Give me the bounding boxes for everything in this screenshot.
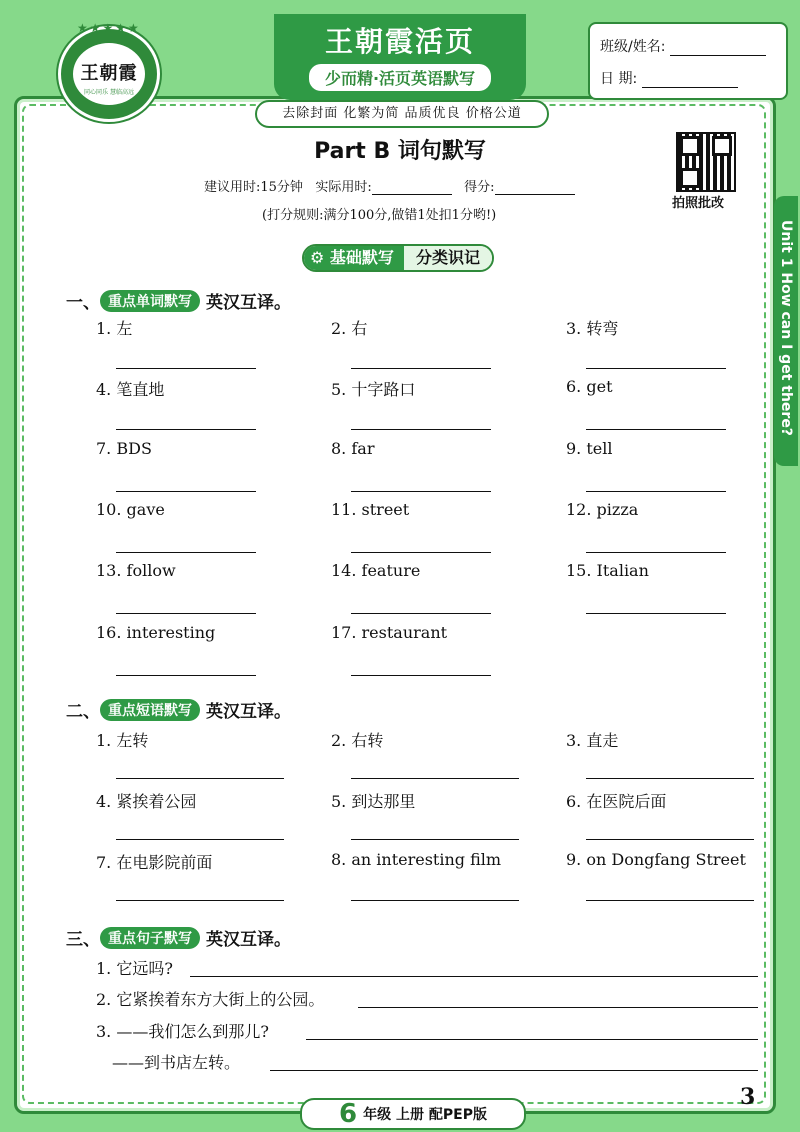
pill-category: 分类识记 xyxy=(404,246,492,270)
answer-blank[interactable] xyxy=(116,900,284,901)
answer-blank[interactable] xyxy=(116,613,256,614)
page-number: 3 xyxy=(740,1084,756,1110)
word-item: 10. gave xyxy=(96,499,165,519)
score-field[interactable] xyxy=(495,194,575,195)
answer-line[interactable] xyxy=(270,1070,758,1071)
score-label: 得分: xyxy=(464,180,495,195)
phrase-item: 1. 左转 xyxy=(96,731,149,750)
section-number: 一、 xyxy=(66,293,100,313)
word-item: 15. Italian xyxy=(566,561,649,581)
answer-blank[interactable] xyxy=(116,839,284,840)
section-number: 三、 xyxy=(66,930,100,950)
sentence-item: 1. 它远吗? xyxy=(96,959,173,978)
phrase-item: 6. 在医院后面 xyxy=(566,792,667,811)
date-field[interactable] xyxy=(642,87,738,88)
answer-blank[interactable] xyxy=(586,552,726,553)
answer-blank[interactable] xyxy=(586,491,726,492)
phrase-item: 4. 紧挨着公园 xyxy=(96,792,197,811)
answer-blank[interactable] xyxy=(351,613,491,614)
answer-blank[interactable] xyxy=(586,368,726,369)
grade-number: 6 xyxy=(339,1099,358,1129)
pill-basic: ⚙ 基础默写 xyxy=(304,246,404,270)
answer-blank[interactable] xyxy=(351,429,491,430)
word-item: 4. 笔直地 xyxy=(96,380,165,400)
answer-blank[interactable] xyxy=(351,491,491,492)
answer-blank[interactable] xyxy=(351,368,491,369)
timing-row xyxy=(204,176,575,195)
section-2-heading xyxy=(66,697,291,722)
phrase-item: 3. 直走 xyxy=(566,731,619,750)
answer-blank[interactable] xyxy=(586,778,754,779)
answer-blank[interactable] xyxy=(116,552,256,553)
answer-blank[interactable] xyxy=(116,368,256,369)
word-item: 1. 左 xyxy=(96,319,133,338)
phrase-item: 9. on Dongfang Street xyxy=(566,850,746,869)
word-item: 17. restaurant xyxy=(331,622,448,642)
answer-line[interactable] xyxy=(306,1039,758,1040)
section-tag: 重点短语默写 xyxy=(100,699,200,721)
brand-ribbon xyxy=(274,14,526,100)
brand-subtitle: 少而精·活页英语默写 xyxy=(309,64,491,91)
unit-title: Unit 1 How can I get there? xyxy=(778,220,794,436)
section-1-heading xyxy=(66,288,291,313)
word-item: 13. follow xyxy=(96,561,176,581)
answer-blank[interactable] xyxy=(351,552,491,553)
word-item: 8. far xyxy=(331,438,375,458)
brand-slogan: 去除封面 化繁为简 品质优良 价格公道 xyxy=(255,100,549,128)
answer-blank[interactable] xyxy=(351,778,519,779)
footer-badge xyxy=(300,1098,526,1130)
answer-blank[interactable] xyxy=(586,839,754,840)
answer-blank[interactable] xyxy=(116,778,284,779)
word-item: 12. pizza xyxy=(566,499,639,519)
logo-subtext: 同心同乐 慧临高远 xyxy=(84,89,134,96)
stars-decoration: ★★★★★ xyxy=(77,21,141,35)
phrase-item: 5. 到达那里 xyxy=(331,792,416,811)
word-item: 11. street xyxy=(331,499,410,519)
class-name-field[interactable] xyxy=(670,55,766,56)
section-3-heading xyxy=(66,925,291,950)
answer-blank[interactable] xyxy=(586,613,726,614)
answer-blank[interactable] xyxy=(351,675,491,676)
word-item: 5. 十字路口 xyxy=(331,380,416,400)
student-info-box xyxy=(588,22,788,100)
page-title: Part B 词句默写 xyxy=(314,139,486,164)
sentence-item: ——到书店左转。 xyxy=(112,1053,241,1072)
answer-blank[interactable] xyxy=(116,675,256,676)
actual-time-label: 实际用时: xyxy=(315,180,372,195)
word-item: 3. 转弯 xyxy=(566,319,619,338)
word-item: 7. BDS xyxy=(96,438,152,458)
word-item: 16. interesting xyxy=(96,622,216,642)
answer-blank[interactable] xyxy=(586,900,754,901)
answer-blank[interactable] xyxy=(586,429,726,430)
word-item: 6. get xyxy=(566,377,613,397)
section-instruction: 英汉互译。 xyxy=(206,930,291,950)
class-name-label: 班级/姓名: xyxy=(600,39,666,55)
date-label: 日 期: xyxy=(600,71,638,87)
section-instruction: 英汉互译。 xyxy=(206,293,291,313)
phrase-item: 8. an interesting film xyxy=(331,850,502,869)
section-instruction: 英汉互译。 xyxy=(206,702,291,722)
brand-logo xyxy=(58,21,160,122)
phrase-item: 2. 右转 xyxy=(331,731,384,750)
actual-time-field[interactable] xyxy=(372,194,452,195)
brand-title: 王朝霞活页 xyxy=(324,25,475,58)
phrase-item: 7. 在电影院前面 xyxy=(96,853,213,872)
section-tag: 重点句子默写 xyxy=(100,927,200,949)
logo-text: 王朝霞 xyxy=(80,63,138,84)
scoring-rules: (打分规则:满分100分,做错1处扣1分哟!) xyxy=(262,208,497,223)
answer-blank[interactable] xyxy=(351,839,519,840)
answer-blank[interactable] xyxy=(116,491,256,492)
sentence-item: 2. 它紧挨着东方大街上的公园。 xyxy=(96,990,325,1009)
footer-text: 年级 上册 配PEP版 xyxy=(363,1107,487,1123)
word-item: 9. tell xyxy=(566,438,613,458)
qr-label: 拍照批改 xyxy=(672,196,725,211)
answer-blank[interactable] xyxy=(116,429,256,430)
section-number: 二、 xyxy=(66,702,100,722)
section-tag: 重点单词默写 xyxy=(100,290,200,312)
answer-blank[interactable] xyxy=(351,900,519,901)
suggested-time: 建议用时:15分钟 xyxy=(204,180,303,195)
word-item: 14. feature xyxy=(331,561,421,581)
answer-line[interactable] xyxy=(190,976,758,977)
unit-side-tab xyxy=(774,196,798,466)
sentence-item: 3. ——我们怎么到那儿? xyxy=(96,1022,269,1041)
answer-line[interactable] xyxy=(358,1007,758,1008)
category-pill xyxy=(302,244,494,272)
word-item: 2. 右 xyxy=(331,319,368,338)
